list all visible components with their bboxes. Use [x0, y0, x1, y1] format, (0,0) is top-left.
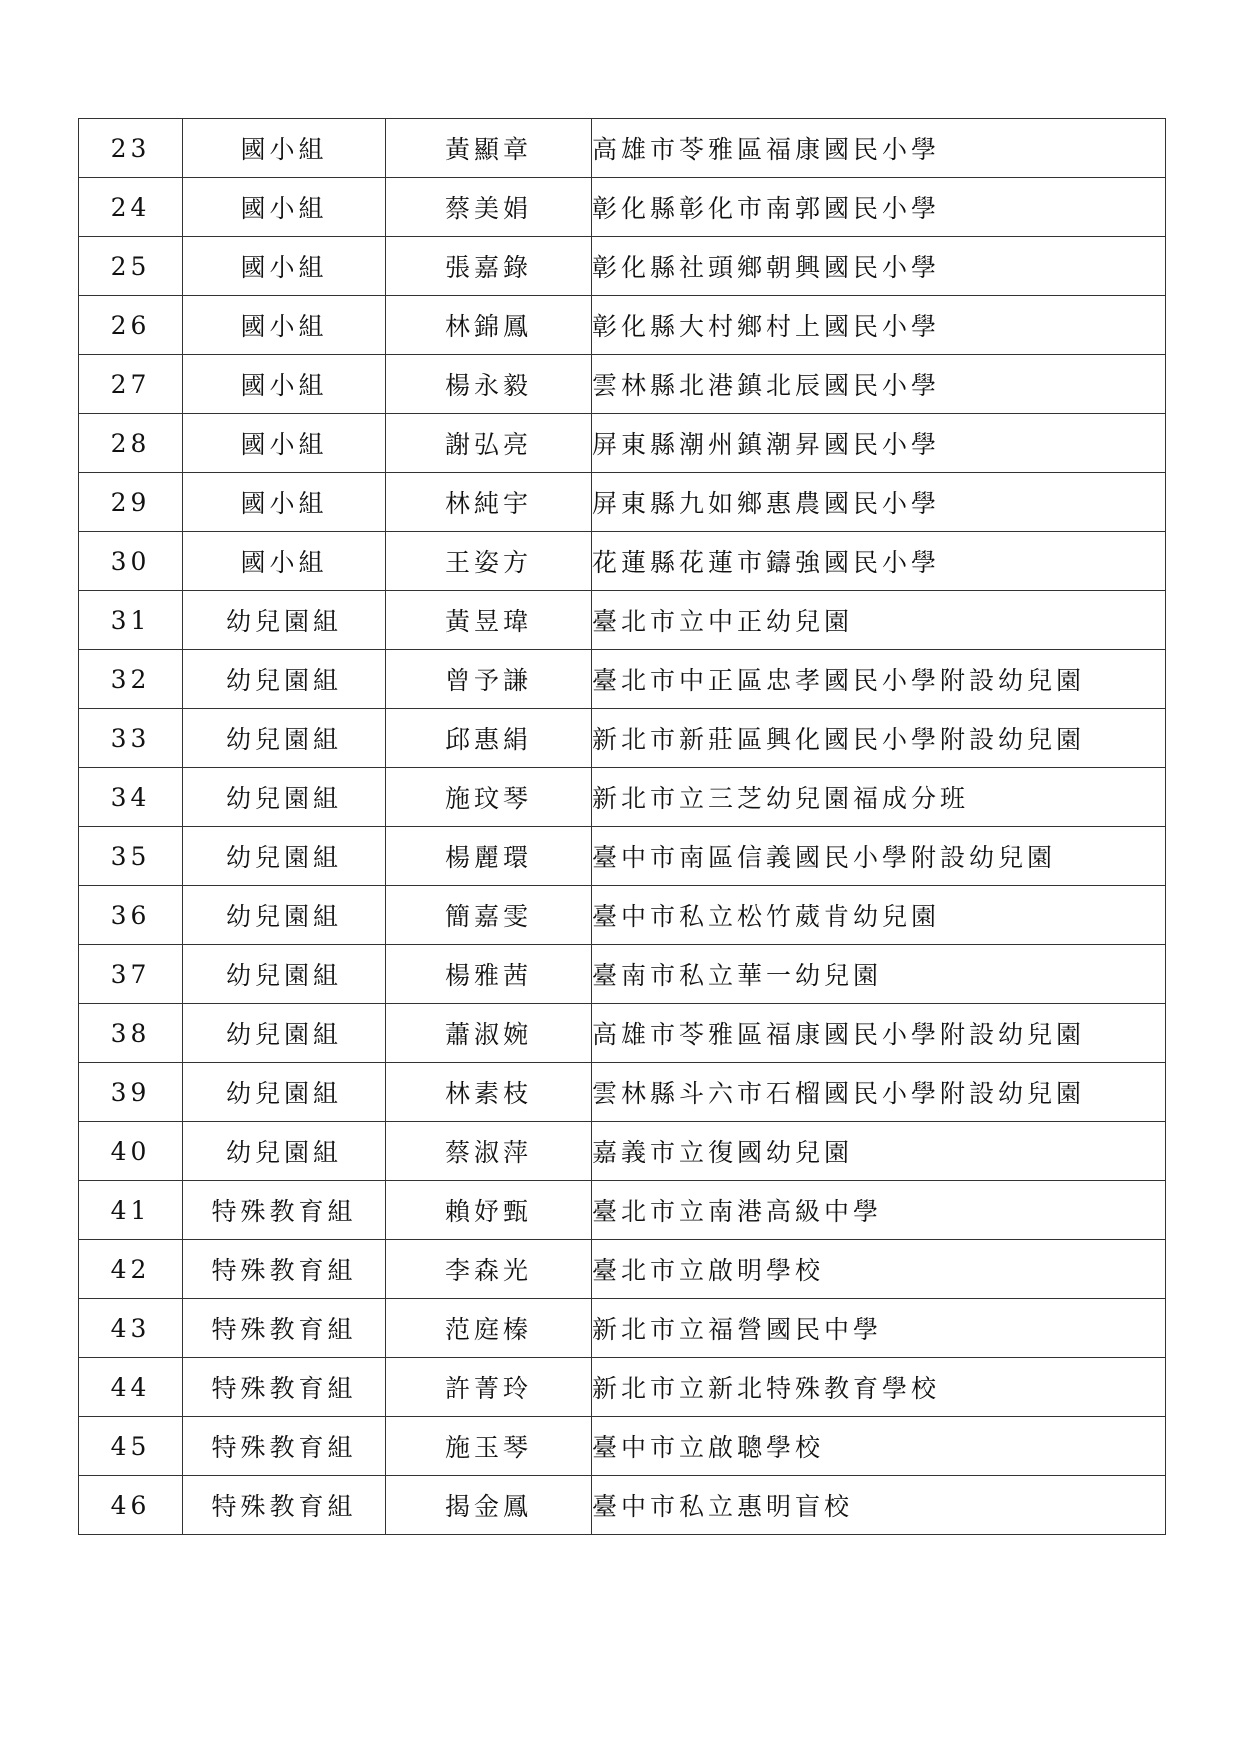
row-name: 王姿方	[386, 532, 592, 591]
row-group: 特殊教育組	[183, 1240, 386, 1299]
row-number: 46	[79, 1476, 183, 1535]
row-group: 幼兒園組	[183, 650, 386, 709]
row-group: 特殊教育組	[183, 1299, 386, 1358]
row-number: 32	[79, 650, 183, 709]
row-name: 林素枝	[386, 1063, 592, 1122]
row-group: 國小組	[183, 178, 386, 237]
row-number: 24	[79, 178, 183, 237]
row-group: 特殊教育組	[183, 1181, 386, 1240]
row-school: 高雄市苓雅區福康國民小學	[592, 119, 1166, 178]
row-number: 27	[79, 355, 183, 414]
row-name: 楊雅茜	[386, 945, 592, 1004]
row-number: 37	[79, 945, 183, 1004]
table-row	[79, 414, 1166, 473]
row-number: 42	[79, 1240, 183, 1299]
row-name: 曾予謙	[386, 650, 592, 709]
row-school: 新北市立福營國民中學	[592, 1299, 1166, 1358]
table-row	[79, 1417, 1166, 1476]
table-row	[79, 1358, 1166, 1417]
row-school: 屏東縣九如鄉惠農國民小學	[592, 473, 1166, 532]
row-name: 蔡美娟	[386, 178, 592, 237]
awardee-table-body	[79, 119, 1166, 1535]
row-group: 國小組	[183, 296, 386, 355]
row-name: 張嘉錄	[386, 237, 592, 296]
row-group: 特殊教育組	[183, 1417, 386, 1476]
row-school: 臺北市立中正幼兒園	[592, 591, 1166, 650]
row-group: 國小組	[183, 237, 386, 296]
row-number: 43	[79, 1299, 183, 1358]
row-name: 楊永毅	[386, 355, 592, 414]
row-group: 幼兒園組	[183, 886, 386, 945]
row-group: 特殊教育組	[183, 1476, 386, 1535]
row-number: 30	[79, 532, 183, 591]
row-school: 新北市新莊區興化國民小學附設幼兒園	[592, 709, 1166, 768]
row-number: 33	[79, 709, 183, 768]
row-name: 李森光	[386, 1240, 592, 1299]
row-name: 謝弘亮	[386, 414, 592, 473]
row-name: 施玉琴	[386, 1417, 592, 1476]
row-number: 34	[79, 768, 183, 827]
row-name: 邱惠絹	[386, 709, 592, 768]
row-name: 林錦鳳	[386, 296, 592, 355]
row-group: 國小組	[183, 532, 386, 591]
row-number: 41	[79, 1181, 183, 1240]
row-school: 新北市立三芝幼兒園福成分班	[592, 768, 1166, 827]
row-group: 幼兒園組	[183, 591, 386, 650]
row-group: 幼兒園組	[183, 1122, 386, 1181]
row-name: 簡嘉雯	[386, 886, 592, 945]
table-row	[79, 296, 1166, 355]
row-group: 國小組	[183, 355, 386, 414]
row-name: 施玟琴	[386, 768, 592, 827]
row-school: 新北市立新北特殊教育學校	[592, 1358, 1166, 1417]
table-row	[79, 119, 1166, 178]
row-name: 許菁玲	[386, 1358, 592, 1417]
row-number: 45	[79, 1417, 183, 1476]
row-school: 花蓮縣花蓮市鑄強國民小學	[592, 532, 1166, 591]
row-number: 25	[79, 237, 183, 296]
awardee-list-page	[78, 118, 1166, 1535]
row-school: 臺北市立南港高級中學	[592, 1181, 1166, 1240]
row-name: 林純宇	[386, 473, 592, 532]
row-school: 嘉義市立復國幼兒園	[592, 1122, 1166, 1181]
table-row	[79, 473, 1166, 532]
row-name: 揭金鳳	[386, 1476, 592, 1535]
row-group: 國小組	[183, 119, 386, 178]
table-row	[79, 650, 1166, 709]
row-group: 國小組	[183, 473, 386, 532]
row-school: 臺南市私立華一幼兒園	[592, 945, 1166, 1004]
table-row	[79, 1240, 1166, 1299]
row-group: 幼兒園組	[183, 827, 386, 886]
row-number: 39	[79, 1063, 183, 1122]
table-row	[79, 1004, 1166, 1063]
table-row	[79, 886, 1166, 945]
row-number: 38	[79, 1004, 183, 1063]
row-number: 44	[79, 1358, 183, 1417]
table-row	[79, 178, 1166, 237]
row-school: 臺北市中正區忠孝國民小學附設幼兒園	[592, 650, 1166, 709]
row-school: 臺中市立啟聰學校	[592, 1417, 1166, 1476]
row-name: 黃昱瑋	[386, 591, 592, 650]
row-school: 臺中市私立惠明盲校	[592, 1476, 1166, 1535]
row-school: 臺中市南區信義國民小學附設幼兒園	[592, 827, 1166, 886]
row-name: 楊麗環	[386, 827, 592, 886]
table-row	[79, 591, 1166, 650]
table-row	[79, 532, 1166, 591]
row-name: 范庭榛	[386, 1299, 592, 1358]
row-group: 幼兒園組	[183, 709, 386, 768]
row-group: 幼兒園組	[183, 1063, 386, 1122]
row-group: 國小組	[183, 414, 386, 473]
row-number: 26	[79, 296, 183, 355]
table-row	[79, 709, 1166, 768]
row-school: 臺北市立啟明學校	[592, 1240, 1166, 1299]
table-row	[79, 1299, 1166, 1358]
table-row	[79, 237, 1166, 296]
row-name: 蔡淑萍	[386, 1122, 592, 1181]
table-row	[79, 768, 1166, 827]
table-row	[79, 945, 1166, 1004]
row-number: 28	[79, 414, 183, 473]
row-name: 黃顯章	[386, 119, 592, 178]
row-group: 幼兒園組	[183, 768, 386, 827]
table-row	[79, 827, 1166, 886]
row-school: 屏東縣潮州鎮潮昇國民小學	[592, 414, 1166, 473]
table-row	[79, 1063, 1166, 1122]
row-school: 高雄市苓雅區福康國民小學附設幼兒園	[592, 1004, 1166, 1063]
row-number: 23	[79, 119, 183, 178]
row-number: 31	[79, 591, 183, 650]
row-number: 36	[79, 886, 183, 945]
table-row	[79, 1181, 1166, 1240]
table-row	[79, 355, 1166, 414]
table-row	[79, 1122, 1166, 1181]
row-group: 幼兒園組	[183, 945, 386, 1004]
row-group: 幼兒園組	[183, 1004, 386, 1063]
row-group: 特殊教育組	[183, 1358, 386, 1417]
row-number: 35	[79, 827, 183, 886]
row-number: 40	[79, 1122, 183, 1181]
row-school: 彰化縣社頭鄉朝興國民小學	[592, 237, 1166, 296]
row-name: 賴妤甄	[386, 1181, 592, 1240]
row-school: 雲林縣斗六市石榴國民小學附設幼兒園	[592, 1063, 1166, 1122]
awardee-table	[78, 118, 1166, 1535]
row-school: 臺中市私立松竹葳肯幼兒園	[592, 886, 1166, 945]
row-number: 29	[79, 473, 183, 532]
table-row	[79, 1476, 1166, 1535]
row-school: 雲林縣北港鎮北辰國民小學	[592, 355, 1166, 414]
row-name: 蕭淑婉	[386, 1004, 592, 1063]
row-school: 彰化縣彰化市南郭國民小學	[592, 178, 1166, 237]
row-school: 彰化縣大村鄉村上國民小學	[592, 296, 1166, 355]
